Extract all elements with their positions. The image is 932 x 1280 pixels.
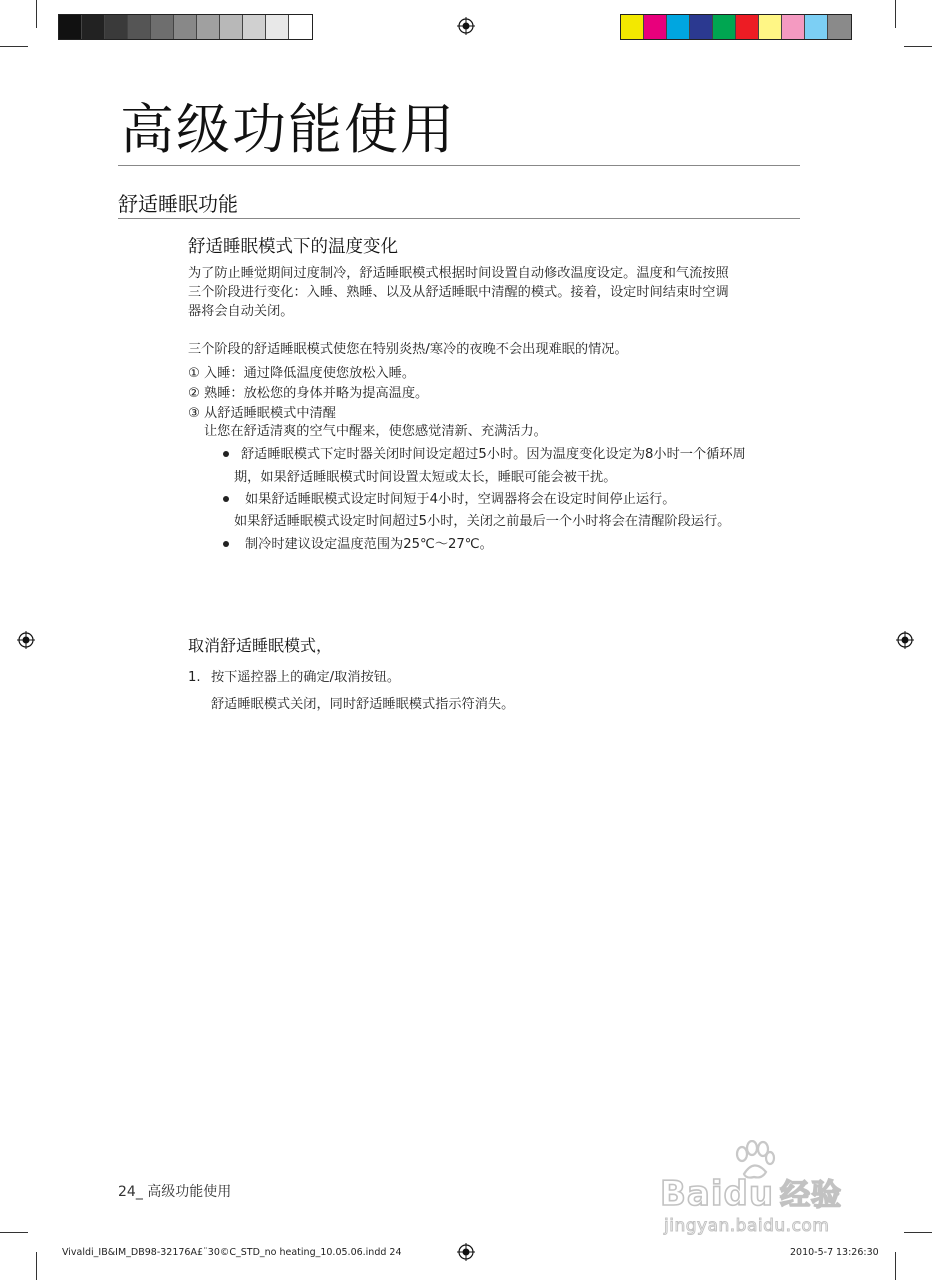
registration-mark-icon	[896, 631, 914, 649]
bullet-icon	[223, 541, 229, 547]
registration-mark-icon	[457, 17, 475, 35]
light-yellow-swatch	[759, 15, 782, 39]
grayscale-color-bar	[58, 14, 313, 40]
title-divider	[118, 165, 800, 166]
intro-line: 为了防止睡觉期间过度制冷，舒适睡眠模式根据时间设置自动修改温度设定。温度和气流按照	[188, 266, 729, 281]
cancel-result: 舒适睡眠模式关闭，同时舒适睡眠模式指示符消失。	[211, 697, 515, 712]
print-slug-file: Vivaldi_IB&IM_DB98-32176A£¨30©C_STD_no heating_10.05.06.indd 24	[62, 1247, 402, 1258]
cancel-heading: 取消舒适睡眠模式，	[188, 636, 333, 655]
note-line: 如果舒适睡眠模式设定时间短于4小时，空调器将会在设定时间停止运行。	[245, 492, 676, 507]
gray-swatch	[266, 15, 289, 39]
cyan-swatch	[667, 15, 690, 39]
crop-mark	[36, 0, 37, 28]
magenta-swatch	[644, 15, 667, 39]
gray-swatch	[105, 15, 128, 39]
sub-heading: 舒适睡眠模式下的温度变化	[188, 237, 398, 257]
process-color-bar	[620, 14, 852, 40]
crop-mark	[904, 1232, 932, 1233]
section-divider	[118, 218, 800, 219]
gray-swatch	[197, 15, 220, 39]
gray-swatch	[151, 15, 174, 39]
note-line: 制冷时建议设定温度范围为25℃～27℃。	[245, 537, 493, 552]
crop-mark	[904, 46, 932, 47]
watermark-brand-cn: 经验	[780, 1178, 843, 1213]
page-title: 高级功能使用	[120, 98, 456, 161]
red-swatch	[736, 15, 759, 39]
gray-swatch	[243, 15, 266, 39]
note-line: 期，如果舒适睡眠模式时间设置太短或太长，睡眠可能会被干扰。	[234, 470, 617, 485]
bullet-icon	[223, 451, 229, 457]
watermark-brand-b: du	[723, 1174, 775, 1214]
gray-swatch	[174, 15, 197, 39]
crop-mark	[895, 0, 896, 28]
bullet-icon	[223, 496, 229, 502]
gray-swatch	[82, 15, 105, 39]
crop-mark	[895, 1252, 896, 1280]
cancel-step-number: 1.	[188, 670, 201, 685]
note-line: 如果舒适睡眠模式设定时间超过5小时，关闭之前最后一个小时将会在清醒阶段运行。	[234, 514, 731, 529]
stage-item: ③ 从舒适睡眠模式中清醒	[188, 406, 336, 421]
gray-swatch	[828, 15, 851, 39]
cancel-step: 按下遥控器上的确定/取消按钮。	[211, 670, 401, 685]
section-title: 舒适睡眠功能	[118, 192, 238, 216]
page-footer: 24_ 高级功能使用	[118, 1184, 232, 1200]
print-slug-time: 13:26:30	[836, 1247, 879, 1258]
crop-mark	[36, 1252, 37, 1280]
stage-detail: 让您在舒适清爽的空气中醒来，使您感觉清新、充满活力。	[204, 424, 547, 439]
print-slug-date: 2010-5-7	[790, 1247, 834, 1258]
watermark-url: jingyan.baidu.com	[664, 1216, 830, 1236]
gray-swatch	[220, 15, 243, 39]
gray-swatch	[128, 15, 151, 39]
intro-line: 三个阶段进行变化：入睡、熟睡、以及从舒适睡眠中清醒的模式。接着，设定时间结束时空调	[188, 285, 729, 300]
registration-mark-icon	[457, 1243, 475, 1261]
crop-mark	[0, 1232, 28, 1233]
stages-intro: 三个阶段的舒适睡眠模式使您在特别炎热/寒冷的夜晚不会出现难眠的情况。	[188, 342, 628, 357]
gray-swatch	[289, 15, 312, 39]
gray-swatch	[59, 15, 82, 39]
light-cyan-swatch	[805, 15, 828, 39]
note-line: 舒适睡眠模式下定时器关闭时间设定超过5小时。因为温度变化设定为8小时一个循环周	[241, 447, 746, 462]
watermark-brand-a: Bai	[660, 1174, 724, 1214]
registration-mark-icon	[17, 631, 35, 649]
crop-mark	[0, 46, 28, 47]
baidu-jingyan-watermark	[660, 1140, 875, 1240]
intro-line: 器将会自动关闭。	[188, 304, 294, 319]
stage-item: ① 入睡：通过降低温度使您放松入睡。	[188, 366, 416, 381]
green-swatch	[713, 15, 736, 39]
stage-item: ② 熟睡：放松您的身体并略为提高温度。	[188, 386, 429, 401]
blue-swatch	[690, 15, 713, 39]
pink-swatch	[782, 15, 805, 39]
yellow-swatch	[621, 15, 644, 39]
